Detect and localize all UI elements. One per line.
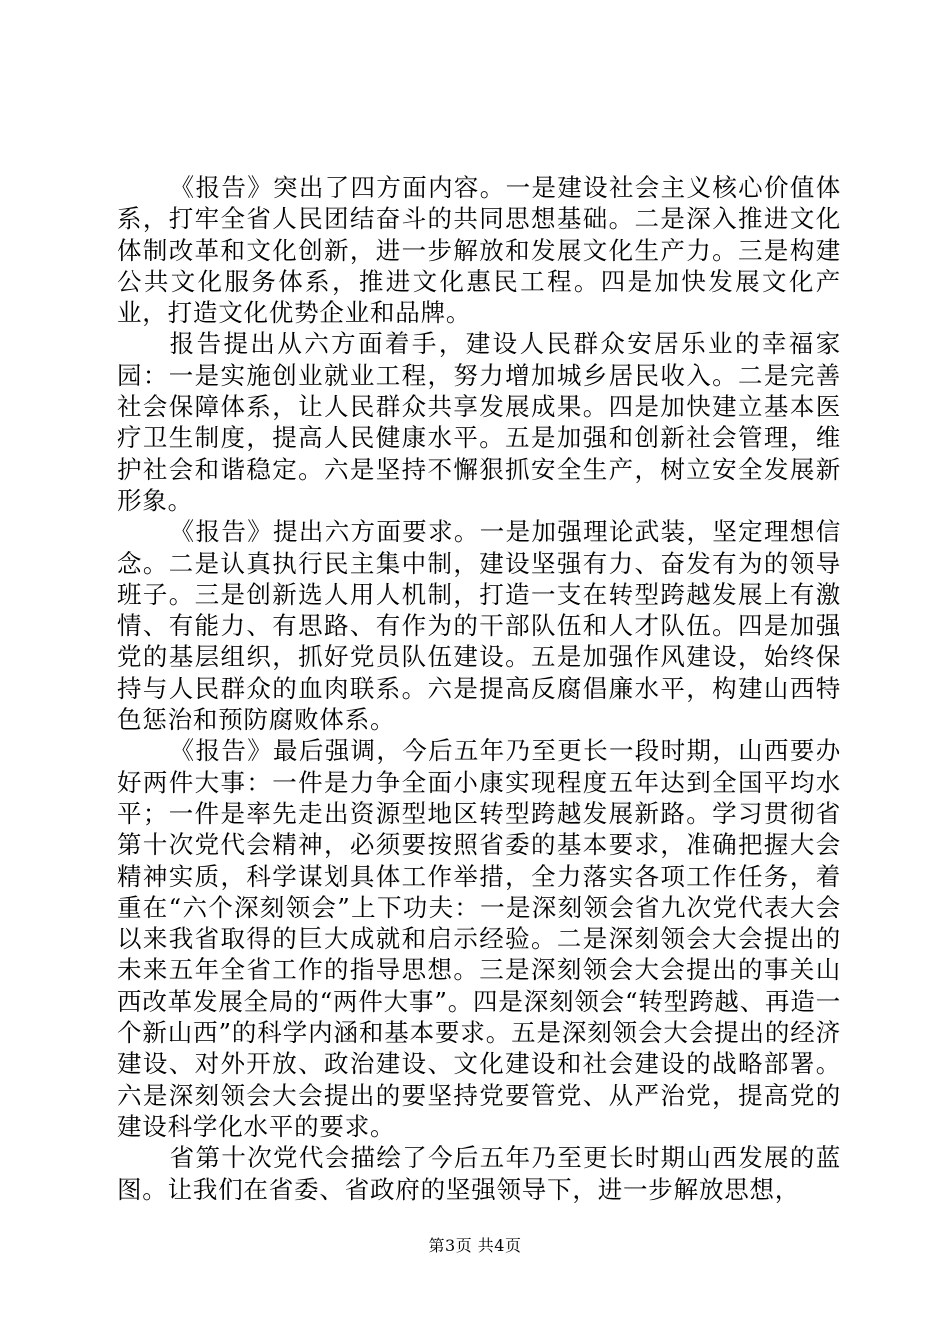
document-body [117, 172, 841, 1205]
paragraph-culture: 《报告》突出了四方面内容。一是建设社会主义核心价值体系，打牢全省人民团结奋斗的共同思想基础。二是深入推进文化体制改革和文化创新，进一步解放和发展文化生产力。三是构建公共文化服务体系，推进文化惠民工程。四是加快发展文化产业，打造文化优势企业和品牌。 [117, 173, 841, 328]
page-number-footer: 第3页 共4页 [428, 1236, 522, 1255]
paragraph-party-building: 《报告》提出六方面要求。一是加强理论武装，坚定理想信念。二是认真执行民主集中制，建设坚强有力、奋发有为的领导班子。三是创新选人用人机制，打造一支在转型跨越发展上有激情、有能力、有思路、有作为的干部队伍和人才队伍。四是加强党的基层组织，抓好党员队伍建设。五是加强作风建设，始终保持与人民群众的血肉联系。六是提高反腐倡廉水平，构建山西特色惩治和预防腐败体系。 [117, 517, 841, 735]
paragraph-closing: 省第十次党代会描绘了今后五年乃至更长时期山西发展的蓝图。让我们在省委、省政府的坚强领导下，进一步解放思想， [117, 1143, 841, 1204]
paragraph-livelihood: 报告提出从六方面着手，建设人民群众安居乐业的幸福家园：一是实施创业就业工程，努力增加城乡居民收入。二是完善社会保障体系，让人民群众共享发展成果。四是加快建立基本医疗卫生制度，提高人民健康水平。五是加强和创新社会管理，维护社会和谐稳定。六是坚持不懈狠抓安全生产，树立安全发展新形象。 [117, 329, 841, 515]
paragraph-conclusion: 《报告》最后强调，今后五年乃至更长一段时期，山西要办好两件大事：一件是力争全面小康实现程度五年达到全国平均水平；一件是率先走出资源型地区转型跨越发展新路。学习贯彻省第十次党代会精神，必须要按照省委的基本要求，准确把握大会精神实质，科学谋划具体工作举措，全力落实各项工作任务，着重在“六个深刻领会”上下功夫：一是深刻领会省九次党代表大会以来我省取得的巨大成就和启示经验。二是深刻领会大会提出的未来五年全省工作的指导思想。三是深刻领会大会提出的事关山西改革发展全局的“两件大事”。四是深刻领会“转型跨越、再造一个新山西”的科学内涵和基本要求。五是深刻领会大会提出的经济建设、对外开放、政治建设、文化建设和社会建设的战略部署。六是深刻领会大会提出的要坚持党要管党、从严治党，提高党的建设科学化水平的要求。 [117, 736, 841, 1141]
